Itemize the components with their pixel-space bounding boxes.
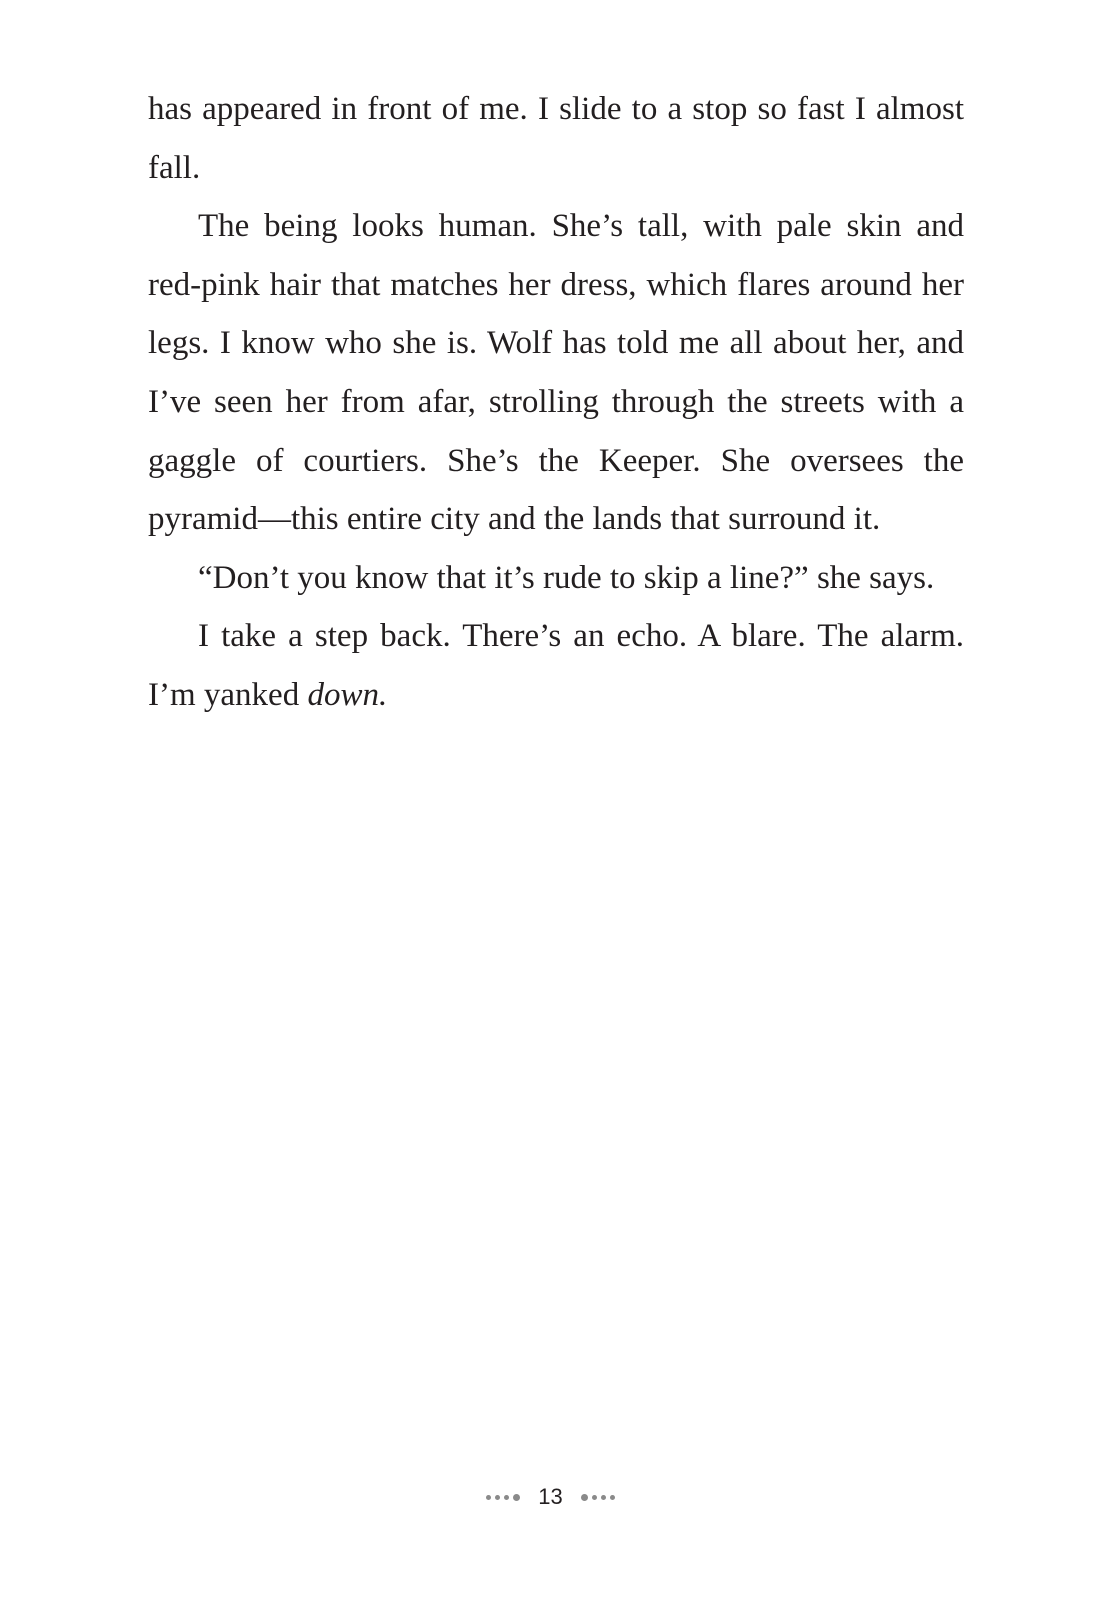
dot-icon <box>495 1495 500 1500</box>
body-text <box>148 80 964 725</box>
left-dots-ornament <box>486 1494 520 1501</box>
dot-icon <box>592 1495 597 1500</box>
dot-icon <box>486 1495 491 1500</box>
paragraph-4-text: I take a step back. There’s an echo. A blare. The alarm. I’m yanked <box>148 618 964 713</box>
right-dots-ornament <box>581 1494 615 1501</box>
page-footer <box>0 1486 1101 1508</box>
paragraph-2: The being looks human. She’s tall, with pale skin and red-pink hair that matches her dress, which flares around her legs. I know who she is. Wolf has told me all about her, and I’ve seen her from afar, strolling through the streets with a gaggle of courtiers. She’s the Keeper. She oversees the pyramid—this entire city and the lands that surround it. <box>148 208 964 538</box>
paragraph-3: “Don’t you know that it’s rude to skip a line?” she says. <box>198 559 935 596</box>
paragraph-4 <box>148 607 964 724</box>
paragraph-4-emphasis: down. <box>307 676 388 713</box>
dot-icon <box>513 1494 520 1501</box>
page-number: 13 <box>538 1484 563 1509</box>
dot-icon <box>601 1495 606 1500</box>
dot-icon <box>610 1495 615 1500</box>
dot-icon <box>581 1494 588 1501</box>
paragraph-1: has appeared in front of me. I slide to a stop so fast I almost fall. <box>148 91 964 186</box>
dot-icon <box>504 1495 509 1500</box>
